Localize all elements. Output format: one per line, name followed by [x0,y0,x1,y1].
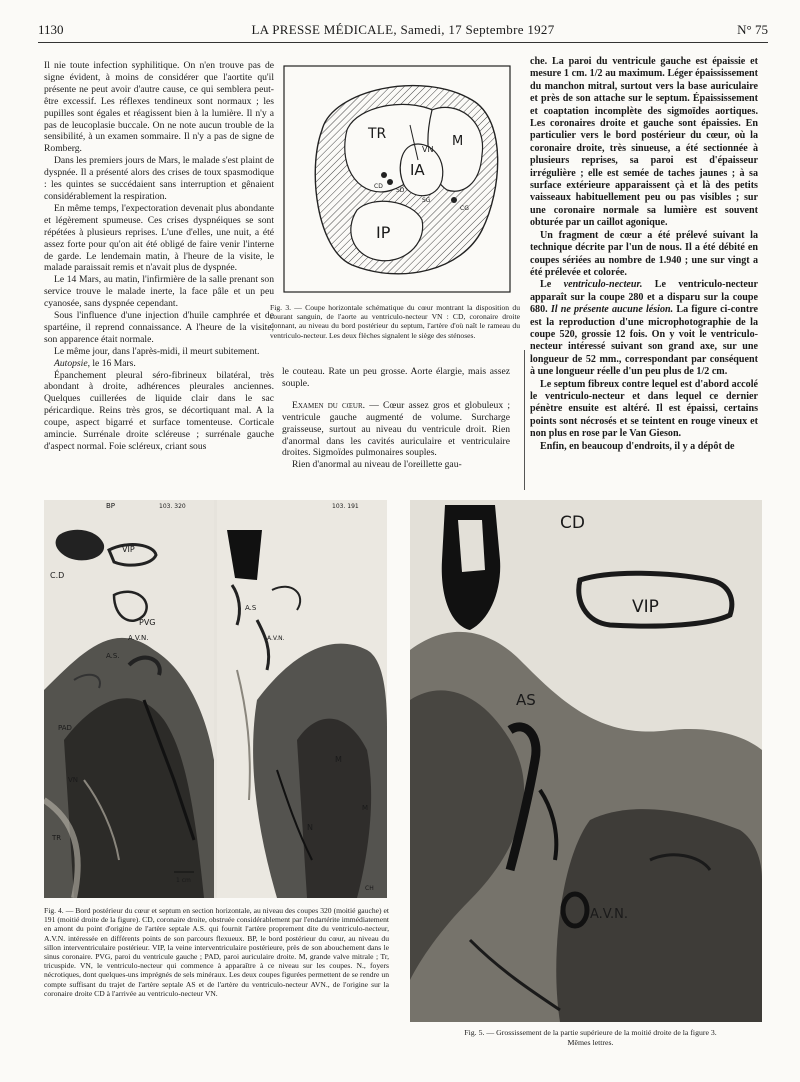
label-as: AS [516,691,536,709]
label-ia: IA [410,161,425,179]
paragraph: le couteau. Rate un peu grosse. Aorte élargie, mais assez souple. [282,366,510,389]
scale-bar-label: 1 cm [176,877,191,884]
label-avn: A.V.N. [128,634,149,642]
italic-term: ventriculo-necteur. [563,279,643,291]
label-cd: CD [374,183,383,190]
heart-section-schematic [282,60,512,300]
label-n: N [307,823,313,832]
paragraph: Enfin, en beaucoup d'endroits, il y a dépôt de [540,440,735,452]
label-avn: A.V.N. [267,635,285,642]
issue-number: N° 75 [737,22,768,37]
paragraph: En même temps, l'expectoration devenait plus abondante et légèrement spumeuse. Ces crises dyspnéiques se sont répétées à plusieurs reprises. L'une d'elles, une nuit, a été assez forte pour qu'on ait été obligé de faire venir l'interne de garde. Le lendemain matin, à l'heure de la visite, le malade paraissait remis et n'avait plus de dyspnée. [44,202,274,274]
label-vn: VN [422,145,434,154]
autopsie-paragraph [44,358,274,370]
text-run: Le [540,279,564,291]
label-m2: M [362,804,369,812]
figure-5-caption [418,1028,763,1048]
paragraph: Le même jour, dans l'après-midi, il meurt subitement. [54,345,260,357]
paragraph: Rien d'anormal au niveau de l'oreillette gau- [292,459,462,471]
autopsie-date: , le 16 Mars. [87,357,136,369]
label-pad: PAD [58,724,72,732]
column-separator [524,350,525,490]
page-header [38,22,768,42]
label-as: A.S. [106,652,120,660]
label-ip: IP [376,223,391,242]
figure-5-micrograph [410,500,762,1022]
caption-line: Mêmes lettres. [567,1038,614,1047]
text-run: La figure ci-contre est la reproduction d'une microphotographie de la coupe 520, grossie 12 fois. On y voit le ventriculo-necteur intéressé suivant son grand axe, sur une longueur de 52 mm., correspondant par conséquent à une longueur réelle d'un peu plus de 1/2 cm. [530,304,758,378]
figure-4-micrographs [44,500,387,898]
coronary-dot [387,179,393,185]
text-run: Le ventriculo-necteur apparaît sur la coupe 280 et a disparu sur la coupe 680. [530,279,758,316]
paragraph: Sous l'influence d'une injection d'huile camphrée et de spartéine, il reprend connaissance. A l'heure de la visite, son apparence était normale. [44,310,274,345]
label-cd: C.D [50,571,65,580]
exam-heading: Examen du cœur. [292,399,366,411]
micrograph-right [217,500,387,898]
label-cut-left: 103. 320 [159,503,186,510]
label-vip: VIP [632,597,659,617]
figure-3-diagram [282,60,512,300]
autopsie-label: Autopsie [54,357,88,369]
caption-line: Fig. 5. — Grossissement de la partie supérieure de la moitié droite de la figure 3. [464,1028,717,1037]
label-cut-right: 103. 191 [332,503,359,510]
label-bp: BP [106,502,116,510]
label-pvg: PVG [139,618,156,627]
paragraph: Dans les premiers jours de Mars, le malade s'est plaint de dyspnée. Il a présenté alors des crises de toux spasmodique : les quintes se succédaient sans interruption et gênaient considérablement la respiration. [44,155,274,202]
paragraph: Le 14 Mars, au matin, l'infirmière de la salle prenant son service trouve le malade inerte, la face pâle et un peu cyanosée, sans dyspnée cependant. [44,274,274,310]
column-right [530,56,758,453]
label-vip: VIP [122,545,135,554]
paragraph: che. La paroi du ventricule gauche est épaissie et mesure 1 cm. 1/2 au maximum. Léger épaississement du manchon mitral, surtout vers la base auriculaire et près de son attache sur le septum. Épaississement et coaptation incomplète des sigmoïdes aortiques. Les coronaires droite et gauche sont épaissies. En particulier vers le bord postérieur du cœur, où la coronaire droite, très sinueuse, a été sectionnée à plusieurs reprises, sa paroi est d'épaisseur irrégulière ; elle est semée de taches jaunes ; à sa surface extérieure apparaissent çà et là des petits vaisseaux habituellement peu ou pas visibles ; sur une coronaire normale sa lumière est souvent obturée par un caillot agonique. [530,56,758,229]
column-middle [282,366,510,471]
label-avn: A.V.N. [590,907,629,922]
paragraph: Il nie toute infection syphilitique. On n'en trouve pas de signe évident, à moins de considérer que l'aortite qu'il présente ne peut avoir d'autre cause, ce qui semblera peut-être excessif. Les réflexes tendineux sont normaux ; les pupilles sont égales et réagissent bien à la lumière. Il n'y a pas de leucoplasie buccale. On ne note aucun trouble de la sensibilité, à un examen sommaire. Il n'y a pas de signe de Romberg. [44,60,274,155]
column-left [44,60,274,453]
label-sd: SD [396,187,405,194]
exam-text: — Cœur assez gros et globuleux ; ventricule gauche augmenté de volume. Surcharge graisseuse, surtout au niveau du ventricule droit. Rien d'anormal dans les cavités auriculaire et ventriculaire droites. Sigmoïdes pulmonaires souples. [282,399,510,459]
figure-4-caption: Fig. 4. — Bord postérieur du cœur et septum en section horizontale, au niveau des coupes 320 (moitié gauche) et 191 (moitié droite de la figure). CD, coronaire droite, obstruée considérablement par l'endartérite immédiatement en amont du point d'origine de l'artère septale A.S. qui fournit l'artère proprement dite du ventriculo-necteur, A.V.N. intéressée en différents points de son parcours flexueux. BP, le bord postérieur du cœur, au niveau du sillon interventriculaire postérieur. VIP, la veine interventriculaire postérieure, près de son abouchement dans le sinus coronaire. PVG, paroi du ventricule gauche ; PAD, paroi auriculaire droite. M, grande valve mitrale ; Tr, tricuspide. VN, le ventriculo-necteur qui commence à apparaître à ce niveau sur les coupes. N., foyers nécrotiques, dont quelques-uns imprégnés de sels minéraux. Les deux coupes figurées permettent de se rendre un compte suffisant du trajet de l'artère septale AS et de l'artère du ventriculo-necteur AVN., de l'origine sur la coronaire droite CD à l'arrivée au ventriculo-necteur VN. [44,906,389,998]
paragraph: Le septum fibreux contre lequel est d'abord accolé le ventriculo-necteur et dans lequel ce dernier pénètre ensuite est altéré. Il est épaissi, certains points sont nécrosés et se teintent en rouge vineux et non plus en rose par le Van Gieson. [530,378,758,440]
header-rule [38,42,768,43]
paragraph: Épanchement pleural séro-fibrineux bilatéral, très abondant à droite, adhérences pleurales anciennes. Quelques cuillerées de liquide clair dans le sac péricardique. Reins très gros, se décortiquant mal. A la coupe, aspect bigarré et surface tomenteuse. Corticale amincie. Surrénale droite scléreuse ; surrénale gauche d'aspect normal. Foie scléreux, criant sous [44,369,274,452]
label-m: M [452,134,464,149]
exam-paragraph [282,400,510,460]
label-m: M [335,755,342,764]
label-tr: TR [52,834,62,842]
journal-title: LA PRESSE MÉDICALE, Samedi, 17 Septembre 1927 [251,22,555,37]
vn-paragraph [530,279,758,378]
italic-statement: Il ne présente aucune lésion. [550,304,674,316]
label-cg: CG [460,205,469,212]
label-cd: CD [560,513,585,533]
label-ch: CH [365,885,374,892]
coronary-dot [451,197,457,203]
micrograph-left [44,500,214,898]
page-number: 1130 [38,22,64,37]
label-as: A.S [245,604,257,612]
label-sg: SG [422,197,431,204]
coronary-dot [381,172,387,178]
paragraph: Un fragment de cœur a été prélevé suivant la technique décrite par l'un de nous. Il a été débité en coupes sériées au nombre de 1.940 ; une sur vingt a été prélevée et colorée. [530,229,758,278]
figure-3-caption: Fig. 3. — Coupe horizontale schématique du cœur montrant la disposition du courant sanguin, de l'aorte au ventriculo-necteur VN : CD, coronaire droite donnant, au niveau du bord postérieur du septum, l'artère d'où naît le rameau du ventriculo-necteur. Les deux flèches signalent le siège des sténoses. [270,303,520,340]
label-tr: TR [368,126,387,142]
label-vn: VN [68,776,79,784]
